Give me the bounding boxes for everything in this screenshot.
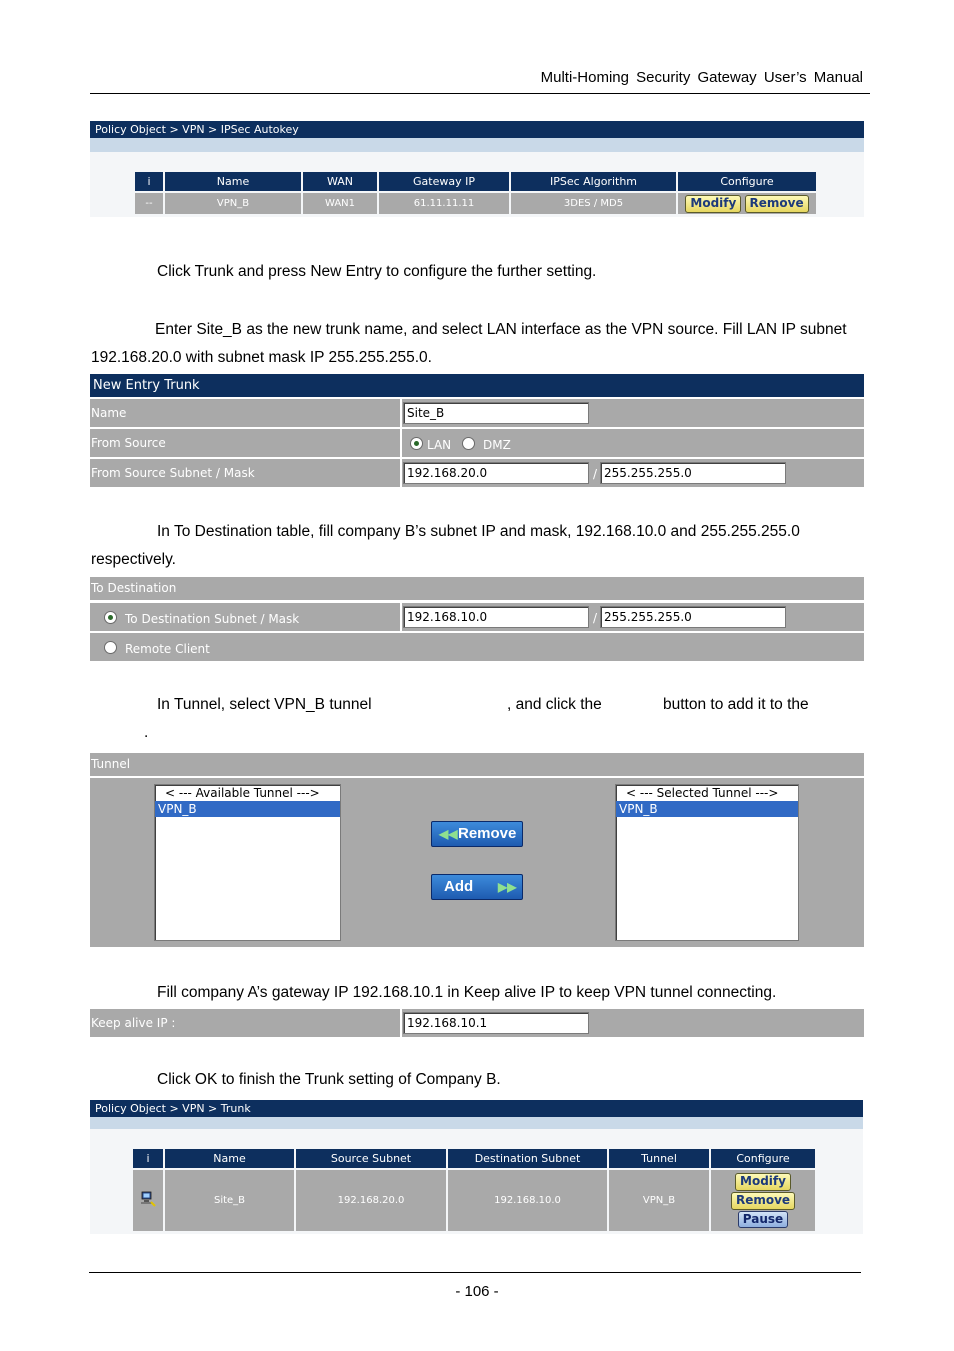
destination-mask-input[interactable]: 255.255.255.0 [600,606,786,628]
row-separator [400,603,402,631]
list-item[interactable]: VPN_B [155,801,340,817]
tunnel-title: Tunnel [90,753,864,776]
source-subnet-label: From Source Subnet / Mask [91,466,255,480]
remove-button[interactable]: Remove [731,1192,795,1210]
footer-rule [89,1272,861,1273]
remote-client-row [90,633,864,661]
manual-title: Multi-Homing Security Gateway User’s Manual [540,69,863,86]
tunnel-body [90,778,864,947]
col-name: Name [165,1149,294,1168]
paragraph-destination-line2: respectively. [91,551,176,568]
row-separator [400,1009,402,1037]
row-wan: WAN1 [303,193,377,214]
row-separator [400,399,402,427]
paragraph-trunk-new-entry: Click Trunk and press New Entry to configure the further setting. [157,263,597,280]
dmz-label: DMZ [483,438,511,452]
remove-button[interactable]: Remove [745,195,809,213]
remote-client-radio[interactable] [104,641,117,654]
autokey-panel [90,121,864,217]
remote-client-label: Remote Client [125,642,210,656]
autokey-subbar [90,138,864,152]
available-tunnel-header: < --- Available Tunnel ---> [165,786,320,800]
row-separator [400,459,402,487]
col-i: i [133,1149,163,1168]
modify-button[interactable]: Modify [685,195,741,213]
keep-alive-input[interactable]: 192.168.10.1 [403,1012,589,1034]
trunk-panel [90,1100,863,1234]
row-name: Site_B [165,1170,294,1231]
autokey-body [90,152,864,217]
from-source-label: From Source [91,436,166,450]
col-destination-subnet: Destination Subnet [448,1149,607,1168]
lan-radio[interactable] [410,437,423,450]
paragraph-tunnel-part2: , and click the [507,696,602,713]
autokey-table-header [135,172,816,191]
trunk-subbar [90,1117,863,1129]
row-i [133,1170,163,1231]
destination-subnet-label: To Destination Subnet / Mask [125,612,300,626]
row-gateway-ip: 61.11.11.11 [379,193,509,214]
trunk-body [90,1129,863,1234]
row-source-subnet: 192.168.20.0 [296,1170,446,1231]
double-right-arrow-icon: ▶▶ [498,880,517,894]
trunk-table [131,1147,817,1233]
keep-alive-label: Keep alive IP : [91,1016,176,1030]
paragraph-tunnel-part1: In Tunnel, select VPN_B tunnel [157,696,372,713]
col-tunnel: Tunnel [609,1149,709,1168]
selected-tunnel-header: < --- Selected Tunnel ---> [626,786,779,800]
slash-separator: / [593,467,598,481]
to-destination-title: To Destination [90,577,864,600]
double-left-arrow-icon: ◀◀ [439,827,458,841]
lan-label: LAN [427,438,452,452]
add-tunnel-label: Add [444,878,474,895]
trunk-name-input[interactable]: Site_B [403,402,589,424]
available-tunnel-list[interactable] [154,784,341,941]
paragraph-click-ok: Click OK to finish the Trunk setting of Company B. [157,1071,501,1088]
col-configure: Configure [678,172,816,191]
destination-subnet-input[interactable]: 192.168.10.0 [403,606,589,628]
table-row [133,1170,815,1231]
col-name: Name [165,172,301,191]
row-separator [400,429,402,457]
page-number: - 106 - [455,1283,499,1300]
dmz-radio[interactable] [462,437,475,450]
col-ipsec-algorithm: IPSec Algorithm [511,172,676,191]
destination-subnet-radio[interactable] [104,611,117,624]
col-configure: Configure [711,1149,815,1168]
new-entry-trunk-title: New Entry Trunk [90,374,864,397]
col-gateway-ip: Gateway IP [379,172,509,191]
autokey-breadcrumb: Policy Object > VPN > IPSec Autokey [90,121,864,138]
from-source-row [90,429,864,457]
paragraph-keep-alive: Fill company A’s gateway IP 192.168.10.1 in Keep alive IP to keep VPN tunnel connecting. [157,984,777,1001]
table-row [135,193,816,214]
slash-separator: / [593,611,598,625]
name-row [90,399,864,427]
computer-network-icon [139,1190,157,1208]
row-i: -- [135,193,163,214]
paragraph-tunnel-part4: . [144,724,149,741]
keep-alive-row [90,1009,864,1037]
header-rule [90,93,870,94]
paragraph-site-b-line1: Enter Site_B as the new trunk name, and select LAN interface as the VPN source. Fill LAN IP subnet [155,321,847,338]
source-subnet-row [90,459,864,487]
source-mask-input[interactable]: 255.255.255.0 [600,462,786,484]
col-source-subnet: Source Subnet [296,1149,446,1168]
row-configure [711,1170,815,1231]
paragraph-destination-line1: In To Destination table, fill company B’s subnet IP and mask, 192.168.10.0 and 255.255.255.0 [157,523,800,540]
destination-subnet-row [90,603,864,631]
row-name: VPN_B [165,193,301,214]
remove-tunnel-button[interactable] [431,821,523,847]
paragraph-tunnel-part3: button to add it to the [663,696,809,713]
row-configure [678,193,816,214]
remove-tunnel-label: Remove [458,825,517,842]
col-i: i [135,172,163,191]
trunk-table-header [133,1149,815,1168]
row-algorithm: 3DES / MD5 [511,193,676,214]
selected-tunnel-list[interactable] [615,784,799,941]
autokey-table [133,170,818,216]
col-wan: WAN [303,172,377,191]
row-destination-subnet: 192.168.10.0 [448,1170,607,1231]
paragraph-site-b-line2: 192.168.20.0 with subnet mask IP 255.255.255.0. [91,349,432,366]
trunk-breadcrumb: Policy Object > VPN > Trunk [90,1100,863,1117]
name-label: Name [91,406,127,420]
row-tunnel: VPN_B [609,1170,709,1231]
list-item[interactable]: VPN_B [616,801,798,817]
source-subnet-input[interactable]: 192.168.20.0 [403,462,589,484]
pause-button[interactable]: Pause [738,1211,788,1228]
modify-button[interactable]: Modify [735,1173,791,1191]
add-tunnel-button[interactable] [431,874,523,900]
